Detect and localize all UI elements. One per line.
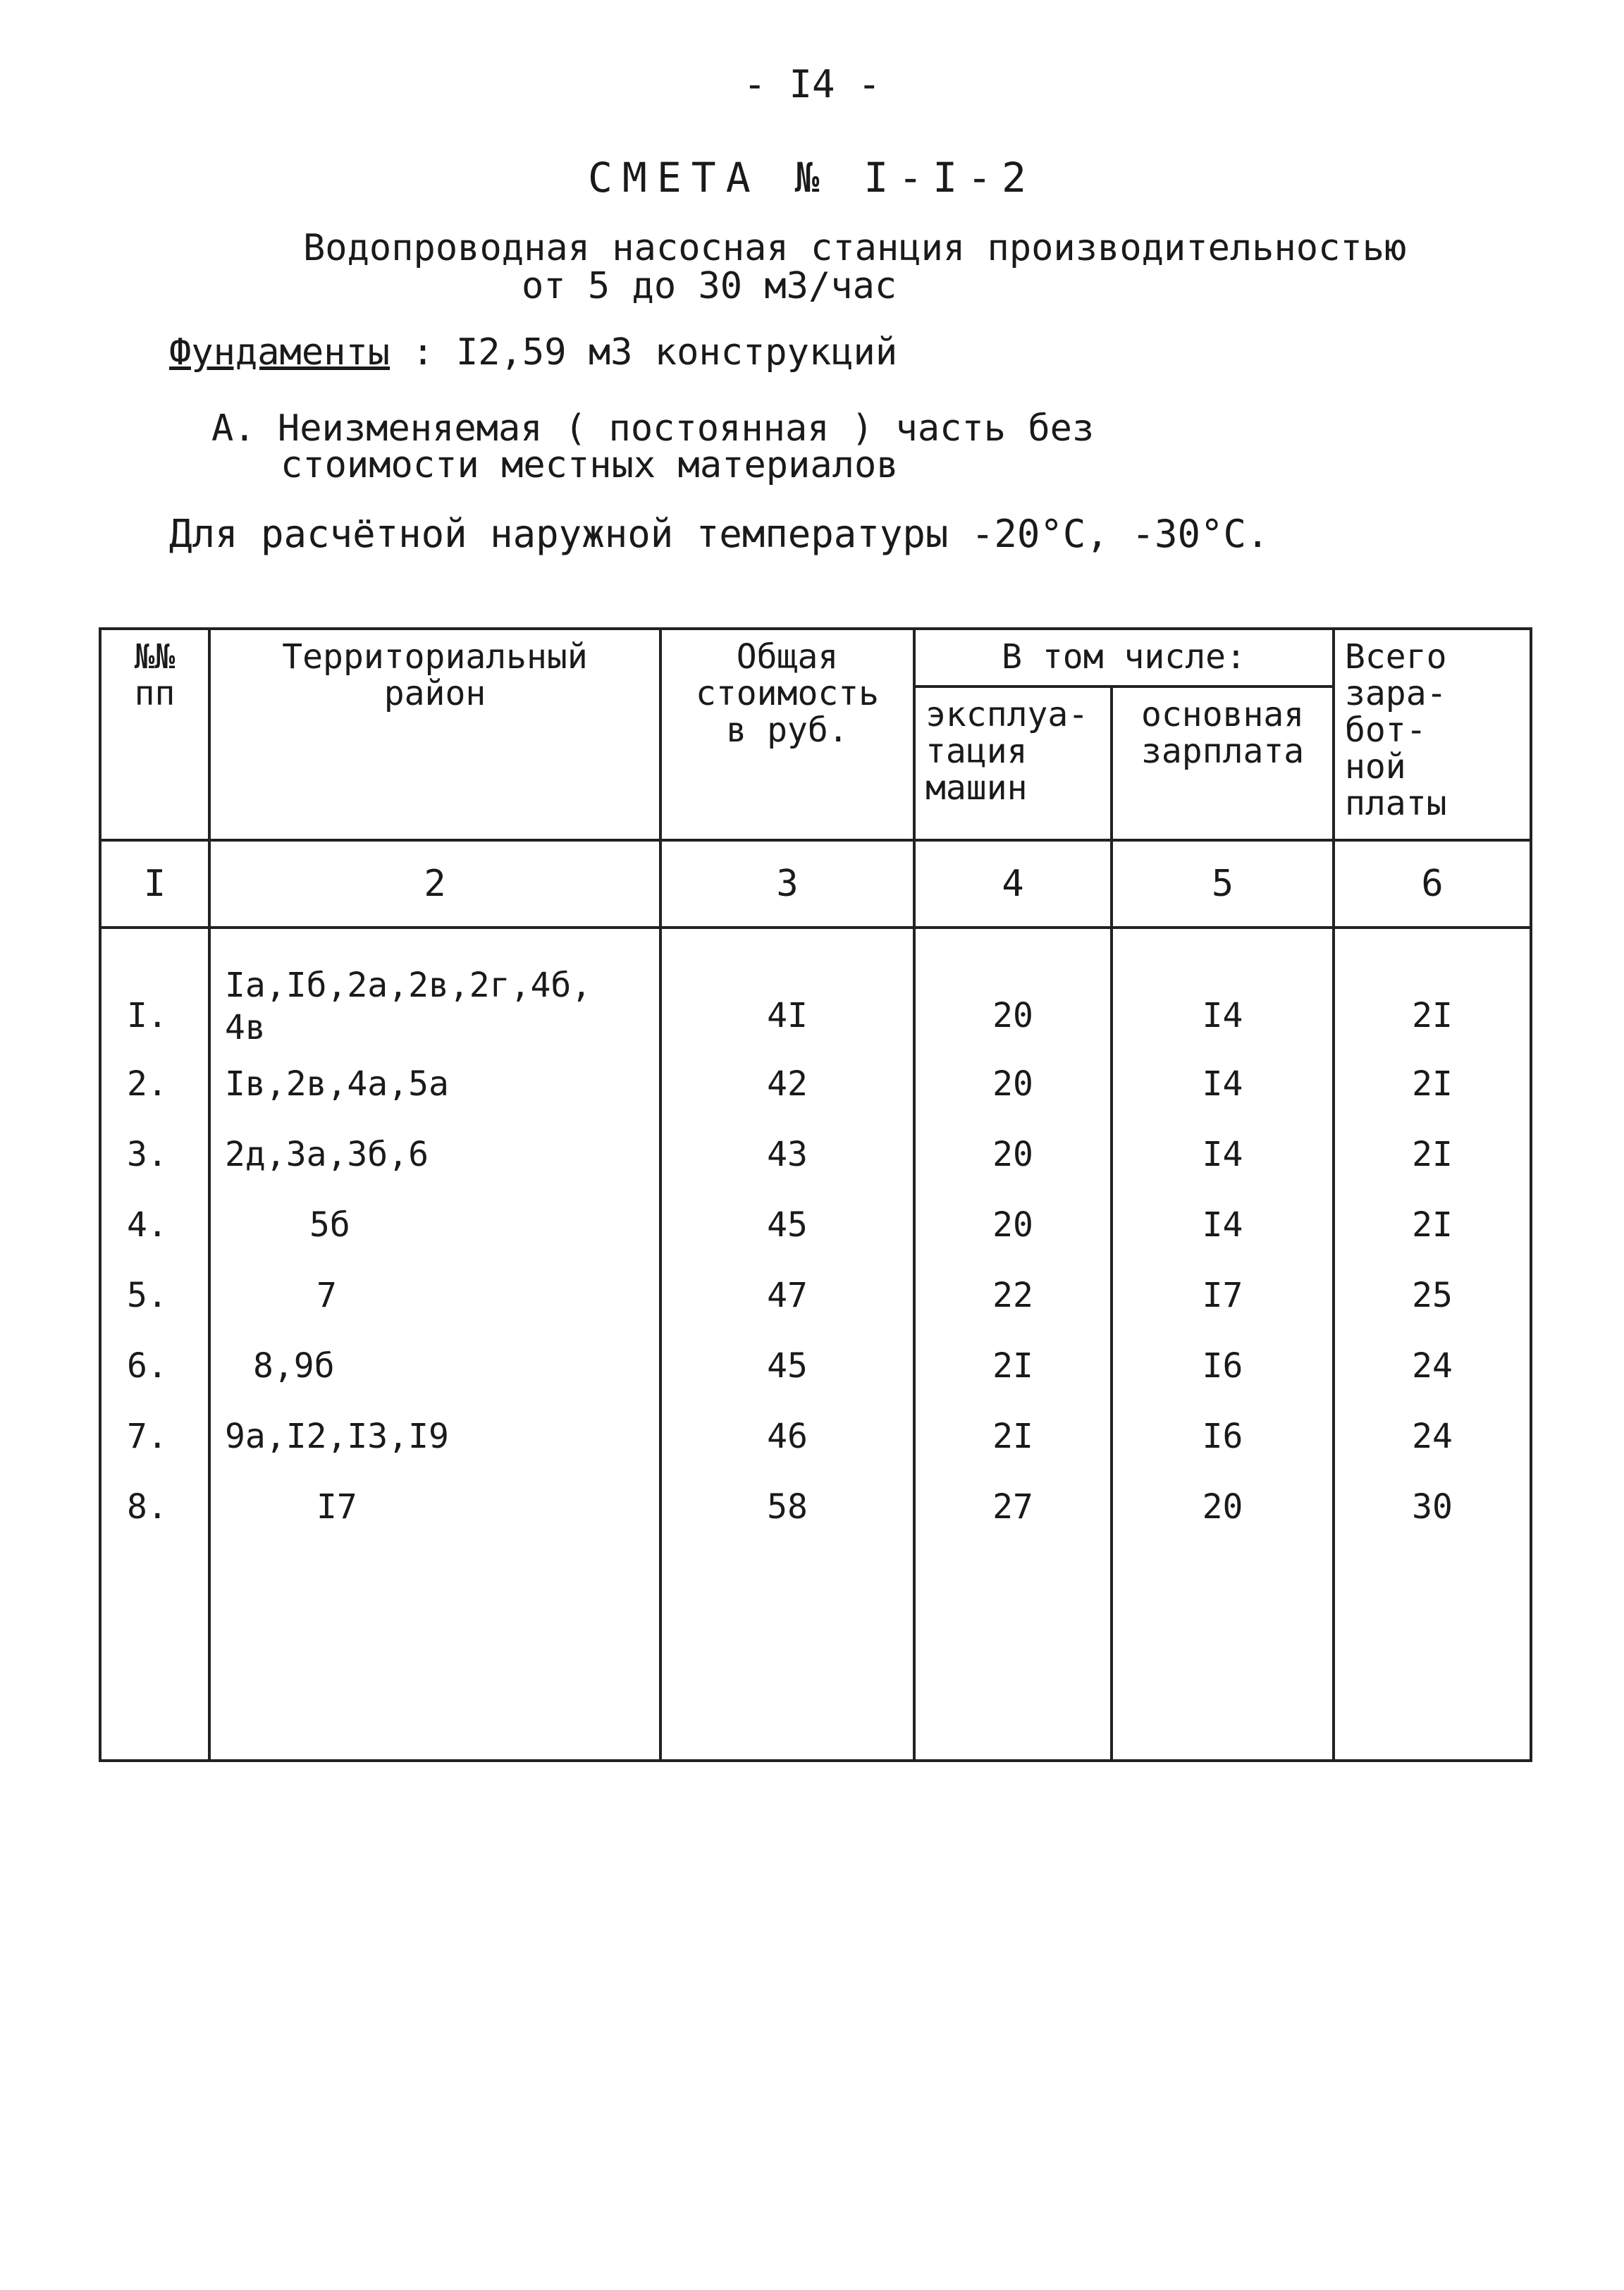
row-region: Iв,2в,4а,5а [225, 1064, 449, 1104]
row-total-salary: 25 [1412, 1276, 1453, 1315]
column-salary-cells [1112, 928, 1334, 1761]
cost-table [99, 627, 1532, 1762]
row-num: 5. [127, 1276, 168, 1315]
row-machines: 20 [992, 996, 1033, 1035]
row-total: 42 [767, 1064, 808, 1104]
header-total-cost: Общая стоимость в руб. [660, 629, 914, 840]
column-total-salary-cells [1334, 928, 1531, 1761]
row-region: 8,9б [253, 1346, 335, 1386]
row-total: 45 [767, 1205, 808, 1245]
row-salary: I7 [1202, 1276, 1243, 1315]
row-region: 5б [309, 1205, 350, 1245]
row-region: 2д,3а,3б,6 [225, 1135, 429, 1174]
row-salary: 20 [1202, 1487, 1243, 1527]
temperature-note: Для расчётной наружной температуры -20°С, -30°С. [169, 512, 1269, 556]
column-number-row [100, 840, 1531, 928]
row-salary: I4 [1202, 1205, 1243, 1245]
row-salary: I4 [1202, 1135, 1243, 1174]
column-number: 3 [660, 840, 914, 928]
header-num: №№ пп [100, 629, 209, 840]
row-region: Iа,Iб,2а,2в,2г,4б, 4в [225, 966, 592, 1047]
row-total: 46 [767, 1417, 808, 1456]
row-salary: I4 [1202, 996, 1243, 1035]
row-total-salary: 2I [1412, 1064, 1453, 1104]
foundation-line [169, 331, 897, 374]
row-total: 58 [767, 1487, 808, 1527]
row-region: I7 [316, 1487, 357, 1527]
row-salary: I6 [1202, 1417, 1243, 1456]
document-title: СМЕТА № I-I-2 [588, 154, 1036, 202]
row-machines: 20 [992, 1135, 1033, 1174]
header-machines: эксплуа-тация машин [914, 687, 1112, 840]
row-total: 47 [767, 1276, 808, 1315]
header-total-salary: Всего зара-бот-ной платы [1334, 629, 1531, 840]
row-salary: I6 [1202, 1346, 1243, 1386]
header-including: В том числе: [914, 629, 1334, 687]
column-number: 6 [1334, 840, 1531, 928]
row-total: 4I [767, 996, 808, 1035]
row-total-salary: 30 [1412, 1487, 1453, 1527]
row-machines: 20 [992, 1064, 1033, 1104]
foundation-label: Фундаменты [169, 331, 390, 374]
row-total-salary: 2I [1412, 996, 1453, 1035]
header-region: Территориальный район [209, 629, 660, 840]
subtitle-line-2: от 5 до 30 м3/час [522, 265, 897, 307]
column-number: 2 [209, 840, 660, 928]
row-total: 45 [767, 1346, 808, 1386]
column-total-cells [660, 928, 914, 1761]
part-a-line-2: стоимости местных материалов [281, 444, 899, 486]
row-region: 9а,I2,I3,I9 [225, 1417, 449, 1456]
table-body [100, 928, 1531, 1761]
row-num: 2. [127, 1064, 168, 1104]
subtitle-line-1: Водопроводная насосная станция производительностью [303, 227, 1407, 269]
row-machines: 2I [992, 1346, 1033, 1386]
row-machines: 20 [992, 1205, 1033, 1245]
column-region-cells [209, 928, 660, 1761]
column-number: 5 [1112, 840, 1334, 928]
header-salary: основная зарплата [1112, 687, 1334, 840]
header-row-1 [100, 629, 1531, 687]
foundation-value: : I2,59 м3 конструкций [412, 331, 898, 374]
column-number: 4 [914, 840, 1112, 928]
row-num: 3. [127, 1135, 168, 1174]
row-total-salary: 24 [1412, 1417, 1453, 1456]
row-machines: 27 [992, 1487, 1033, 1527]
part-a-line-1: А. Неизменяемая ( постоянная ) часть без [211, 407, 1095, 450]
page-number: - I4 - [743, 62, 881, 106]
row-total: 43 [767, 1135, 808, 1174]
row-num: I. [127, 996, 168, 1035]
row-total-salary: 2I [1412, 1135, 1453, 1174]
row-num: 8. [127, 1487, 168, 1527]
column-machines-cells [914, 928, 1112, 1761]
row-num: 6. [127, 1346, 168, 1386]
row-total-salary: 24 [1412, 1346, 1453, 1386]
row-salary: I4 [1202, 1064, 1243, 1104]
row-num: 4. [127, 1205, 168, 1245]
row-machines: 22 [992, 1276, 1033, 1315]
row-total-salary: 2I [1412, 1205, 1453, 1245]
row-region: 7 [316, 1276, 337, 1315]
column-num-cells [100, 928, 209, 1761]
row-num: 7. [127, 1417, 168, 1456]
row-machines: 2I [992, 1417, 1033, 1456]
column-number: I [100, 840, 209, 928]
